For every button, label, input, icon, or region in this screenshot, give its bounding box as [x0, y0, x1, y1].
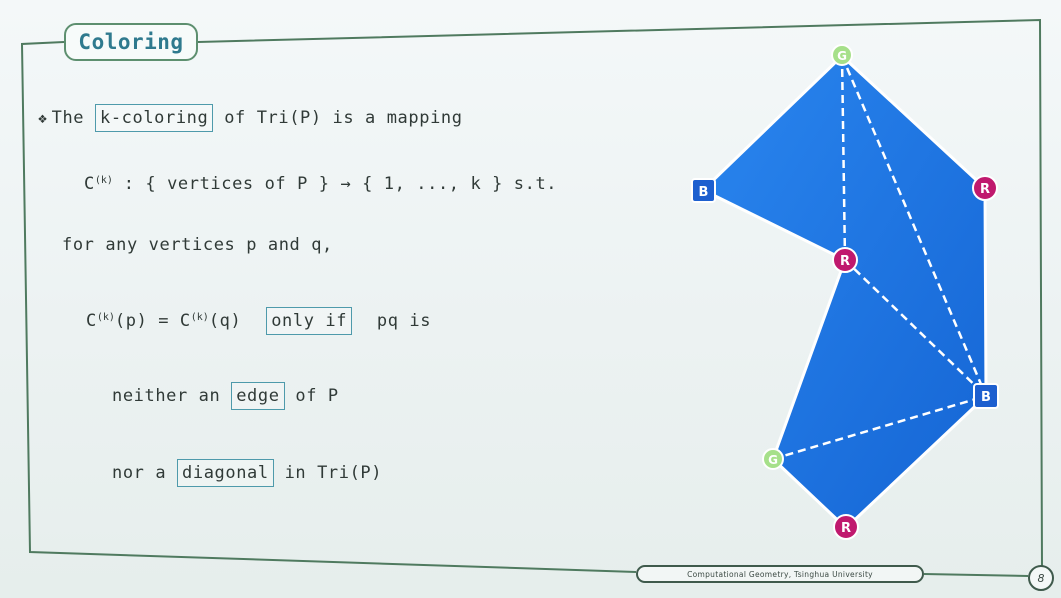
footer-credit-text: Computational Geometry, Tsinghua University [687, 569, 873, 579]
text-q: (q) [208, 311, 242, 331]
superscript-k: (k) [94, 175, 113, 186]
slide-title: Coloring [78, 30, 184, 54]
text-nor-a: nor a [112, 463, 167, 483]
vertex-label: R [979, 182, 991, 197]
vertex-label: B [981, 390, 991, 405]
polygon-region [703, 56, 986, 528]
vertex-left-blue [692, 179, 715, 202]
only-if-keyword: only if [266, 307, 352, 335]
mapping-text: : { vertices of P } → { 1, ..., k } s.t. [112, 174, 558, 194]
vertices-text: for any vertices p and q, [62, 235, 333, 255]
text-c: C [84, 174, 95, 194]
vertex-label: R [839, 254, 851, 269]
text-the: The [51, 108, 85, 128]
vertex-label: R [840, 521, 852, 536]
page-number-badge [1028, 565, 1054, 591]
footer-credit [636, 565, 924, 583]
k-coloring-keyword: k-coloring [95, 104, 213, 132]
text-c1: C [86, 311, 97, 331]
text-in-tri: in Tri(P) [284, 463, 383, 483]
vertex-label: G [837, 49, 847, 63]
vertex-bottom-left-green [763, 449, 783, 469]
vertex-label: B [698, 185, 709, 200]
vertex-right-upper-red [973, 176, 997, 200]
vertex-top-green [832, 45, 852, 65]
vertex-bottom-red [834, 515, 858, 539]
vertex-right-lower-blue [974, 384, 998, 408]
text-of-tri: of Tri(P) is a mapping [224, 108, 463, 128]
vertex-label: G [768, 453, 778, 467]
superscript-k2: (k) [190, 312, 209, 323]
bullet-diamond-icon: ❖ [38, 109, 48, 127]
text-neither: neither an [112, 386, 221, 406]
superscript-k1: (k) [96, 312, 115, 323]
text-of-p: of P [295, 386, 339, 406]
vertex-middle-red [833, 248, 857, 272]
text-mid: (p) = C [114, 311, 191, 331]
edge-keyword: edge [231, 382, 284, 410]
text-pq-is: pq is [376, 311, 432, 331]
diagonal-keyword: diagonal [177, 459, 274, 487]
page-number: 8 [1037, 571, 1045, 585]
